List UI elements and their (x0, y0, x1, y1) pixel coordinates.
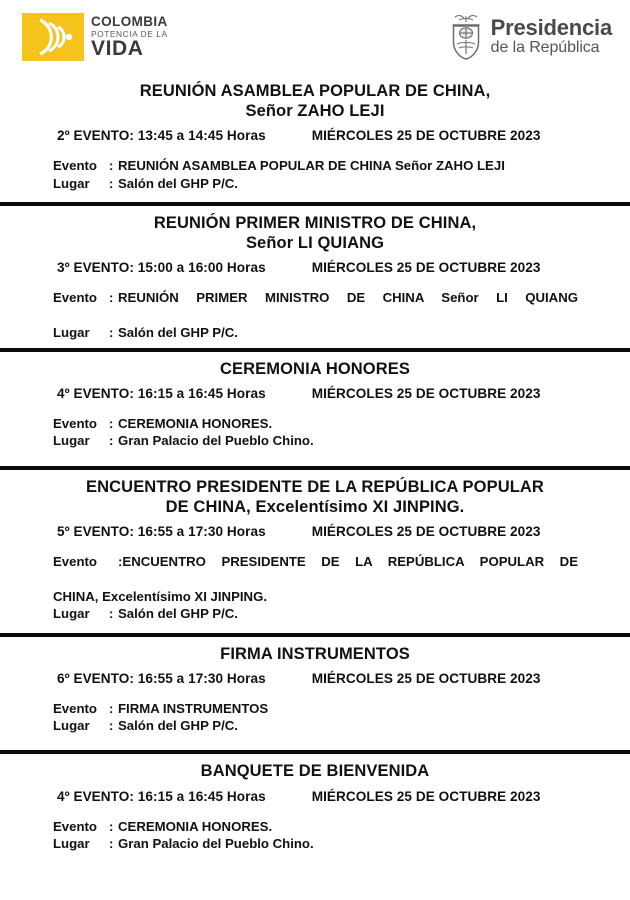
presidencia-logo-wordmark (491, 17, 612, 57)
event-detail-lugar-line (53, 717, 578, 734)
lugar-label: Lugar (53, 718, 90, 734)
evento-label: Evento (53, 700, 97, 716)
evento-label: Evento (53, 415, 97, 431)
lugar-label: Lugar (53, 175, 90, 191)
evento-value: :ENCUENTRO PRESIDENTE DE LA REPÚBLICA POPULAR DE (118, 553, 578, 569)
event-block (0, 470, 630, 633)
event-title-line: CEREMONIA HONORES (220, 359, 410, 378)
event-title (0, 352, 630, 379)
event-detail (0, 289, 630, 341)
event-time: : 16:55 a 17:30 Horas (129, 670, 266, 686)
lugar-colon: : (109, 606, 114, 622)
evento-value: CEREMONIA HONORES. (118, 415, 273, 431)
lugar-label: Lugar (53, 325, 90, 341)
lugar-colon: : (109, 718, 114, 734)
event-detail (0, 818, 630, 853)
event-title-line: DE CHINA, Excelentísimo XI JINPING. (165, 497, 465, 516)
block-spacer (0, 734, 630, 750)
event-block (0, 637, 630, 751)
event-detail-lugar-line (53, 432, 578, 449)
document-header (0, 0, 630, 74)
colombia-logo-line3: VIDA (91, 36, 144, 60)
lugar-colon: : (109, 433, 114, 449)
presidencia-de-la-republica-logo (449, 14, 612, 60)
lugar-value: Gran Palacio del Pueblo Chino. (118, 433, 314, 449)
event-time-row (0, 260, 630, 275)
evento-colon: : (109, 818, 114, 834)
event-detail-lugar-line (53, 175, 578, 192)
block-spacer (0, 450, 630, 466)
lugar-label: Lugar (53, 836, 90, 852)
evento-value: FIRMA INSTRUMENTOS (118, 700, 269, 716)
event-title-line: BANQUETE DE BIENVENIDA (200, 762, 430, 781)
event-time-row (0, 524, 630, 539)
event-time-row (0, 789, 630, 804)
event-title-line: FIRMA INSTRUMENTOS (220, 644, 410, 663)
event-detail (0, 553, 630, 623)
event-title (0, 74, 630, 121)
event-time-row (0, 386, 630, 401)
coat-of-arms-shield-icon (449, 14, 483, 60)
event-title (0, 206, 630, 253)
lugar-value: Salón del GHP P/C. (118, 606, 238, 622)
event-ordinal: 4º EVENTO (57, 788, 130, 804)
colombia-logo-line1: COLOMBIA (91, 14, 168, 30)
lugar-colon: : (109, 836, 114, 852)
event-detail-evento-line (53, 818, 578, 835)
evento-colon-spacer (109, 553, 118, 588)
event-date: MIÉRCOLES 25 DE OCTUBRE 2023 (311, 260, 541, 276)
event-date: MIÉRCOLES 25 DE OCTUBRE 2023 (311, 385, 541, 401)
colombia-logo-line2: POTENCIA DE LA (91, 28, 168, 39)
lugar-value: Salón del GHP P/C. (118, 175, 238, 191)
event-time: : 13:45 a 14:45 Horas (129, 128, 266, 144)
event-ordinal: 6º EVENTO (57, 670, 130, 686)
event-detail-lugar-line (53, 835, 578, 852)
event-date: MIÉRCOLES 25 DE OCTUBRE 2023 (311, 788, 541, 804)
event-time-row (0, 128, 630, 143)
event-detail-evento-line (53, 415, 578, 432)
event-detail-lugar-line (53, 324, 578, 341)
event-title (0, 754, 630, 781)
evento-value: CEREMONIA HONORES. (118, 818, 273, 834)
event-title-line: REUNIÓN PRIMER MINISTRO DE CHINA, (153, 214, 477, 233)
block-spacer (0, 192, 630, 202)
event-block (0, 206, 630, 348)
event-detail (0, 415, 630, 450)
evento-label: Evento (53, 818, 97, 834)
event-date: MIÉRCOLES 25 DE OCTUBRE 2023 (311, 128, 541, 144)
lugar-label: Lugar (53, 606, 90, 622)
evento-colon: : (109, 700, 114, 716)
colombia-logo-wordmark (91, 15, 168, 59)
event-detail-lugar-line (53, 605, 578, 622)
event-title-line: Señor ZAHO LEJI (245, 102, 385, 121)
event-block (0, 754, 630, 852)
event-time: : 16:55 a 17:30 Horas (129, 523, 266, 539)
event-time: : 16:15 a 16:45 Horas (129, 788, 266, 804)
evento-label: Evento (53, 158, 97, 174)
lugar-colon: : (109, 325, 114, 341)
event-time: : 16:15 a 16:45 Horas (129, 385, 266, 401)
event-block (0, 352, 630, 466)
presidencia-logo-line2: de la República (490, 39, 600, 57)
colombia-swoosh-icon (22, 13, 84, 61)
event-title (0, 637, 630, 664)
lugar-colon: : (109, 175, 114, 191)
evento-label: Evento (53, 290, 97, 306)
lugar-value: Salón del GHP P/C. (118, 718, 238, 734)
evento-value: REUNIÓN ASAMBLEA POPULAR DE CHINA Señor ZAHO LEJI (118, 158, 505, 174)
event-ordinal: 5º EVENTO (57, 523, 130, 539)
event-time: : 15:00 a 16:00 Horas (129, 260, 266, 276)
event-title (0, 470, 630, 517)
event-detail (0, 700, 630, 735)
event-detail-evento-line (53, 553, 578, 588)
evento-colon: : (109, 415, 114, 431)
event-ordinal: 3º EVENTO (57, 260, 130, 276)
evento-colon: : (109, 158, 114, 174)
evento-value: REUNIÓN PRIMER MINISTRO DE CHINA Señor LI QUIANG (118, 290, 578, 306)
evento-colon: : (109, 290, 114, 306)
evento-label: Evento (53, 553, 97, 569)
event-title-line: Señor LI QUIANG (245, 234, 385, 253)
event-date: MIÉRCOLES 25 DE OCTUBRE 2023 (311, 670, 541, 686)
presidencia-logo-line1: Presidencia (490, 15, 612, 41)
lugar-value: Gran Palacio del Pueblo Chino. (118, 836, 314, 852)
lugar-label: Lugar (53, 433, 90, 449)
event-detail-evento-line (53, 700, 578, 717)
evento-value-continuation: CHINA, Excelentísimo XI JINPING. (53, 588, 267, 604)
event-ordinal: 2º EVENTO (57, 128, 130, 144)
event-ordinal: 4º EVENTO (57, 385, 130, 401)
event-title-line: ENCUENTRO PRESIDENTE DE LA REPÚBLICA POPULAR (86, 477, 544, 496)
event-detail-evento-line (53, 157, 578, 174)
event-detail-evento-line (53, 289, 578, 324)
event-time-row (0, 671, 630, 686)
block-spacer (0, 623, 630, 633)
lugar-value: Salón del GHP P/C. (118, 325, 238, 341)
event-block (0, 74, 630, 202)
event-date: MIÉRCOLES 25 DE OCTUBRE 2023 (311, 523, 541, 539)
event-title-line: REUNIÓN ASAMBLEA POPULAR DE CHINA, (139, 82, 491, 100)
event-detail (0, 157, 630, 192)
colombia-potencia-de-la-vida-logo (22, 13, 168, 61)
